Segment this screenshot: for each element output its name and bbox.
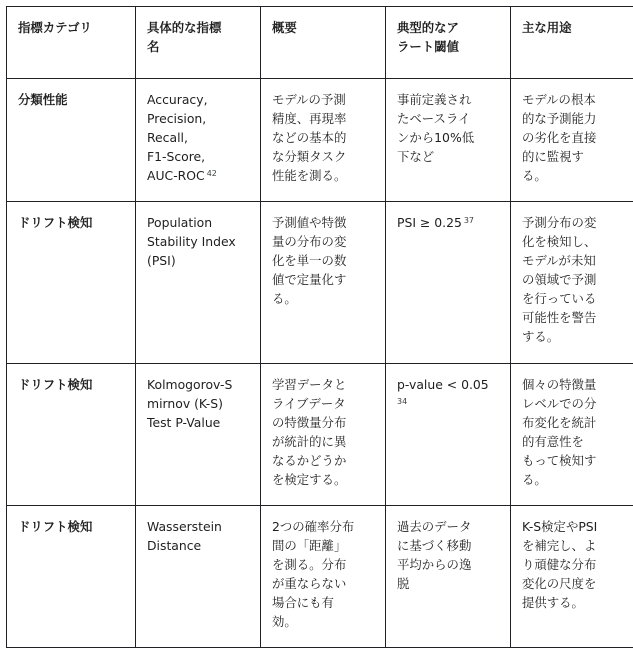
threshold-cell [386,364,511,506]
table-row [7,202,633,364]
header-metric: 具体的な指標 名 [136,7,261,79]
table-row [7,79,633,202]
table-row [7,364,633,506]
header-row [7,7,633,79]
header-category: 指標カテゴリ [7,7,136,79]
summary-cell: 予測値や特徴 量の分布の変 化を単一の数 値で定量化す る。 [261,202,386,364]
threshold-cell [386,202,511,364]
usage-cell: 個々の特徴量 レベルでの分 布変化を統計 的有意性を もって検知す る。 [511,364,633,506]
threshold-cell: 事前定義され たベースライ ンから10%低 下など [386,79,511,202]
metric-cell: Wasserstein Distance [136,506,261,648]
category-cell: ドリフト検知 [7,506,136,648]
header-usage: 主な用途 [511,7,633,79]
usage-cell: 予測分布の変 化を検知し、 モデルが未知 の領域で予測 を行っている 可能性を警告 する。 [511,202,633,364]
table-row [7,506,633,648]
metric-cell [136,79,261,202]
reference-marker: 34 [397,397,408,406]
summary-cell: 2つの確率分布 間の「距離」 を測る。分布 が重ならない 場合にも有 効。 [261,506,386,648]
reference-marker: 37 [463,216,475,225]
category-cell: ドリフト検知 [7,202,136,364]
threshold-text: PSI ≥ 0.25 [397,215,462,230]
metric-text: Accuracy, Precision, Recall, F1-Score, AUC-ROC [147,92,208,183]
reference-marker: 42 [206,169,217,178]
header-threshold: 典型的なア ラート閾値 [386,7,511,79]
usage-cell: K-S検定やPSI を補完し、よ り頑健な分布 変化の尺度を 提供する。 [511,506,633,648]
threshold-cell: 過去のデータ に基づく移動 平均からの逸 脱 [386,506,511,648]
usage-cell: モデルの根本 的な予測能力 の劣化を直接 的に監視す る。 [511,79,633,202]
threshold-text: p-value < 0.05 [397,377,489,392]
header-summary: 概要 [261,7,386,79]
metrics-table [6,6,633,648]
summary-cell: モデルの予測 精度、再現率 などの基本的 な分類タスク 性能を測る。 [261,79,386,202]
metric-cell: Kolmogorov-S mirnov (K-S) Test P-Value [136,364,261,506]
metric-cell: Population Stability Index (PSI) [136,202,261,364]
category-cell: 分類性能 [7,79,136,202]
summary-cell: 学習データと ライブデータ の特徴量分布 が統計的に異 なるかどうか を検定する。 [261,364,386,506]
category-cell: ドリフト検知 [7,364,136,506]
